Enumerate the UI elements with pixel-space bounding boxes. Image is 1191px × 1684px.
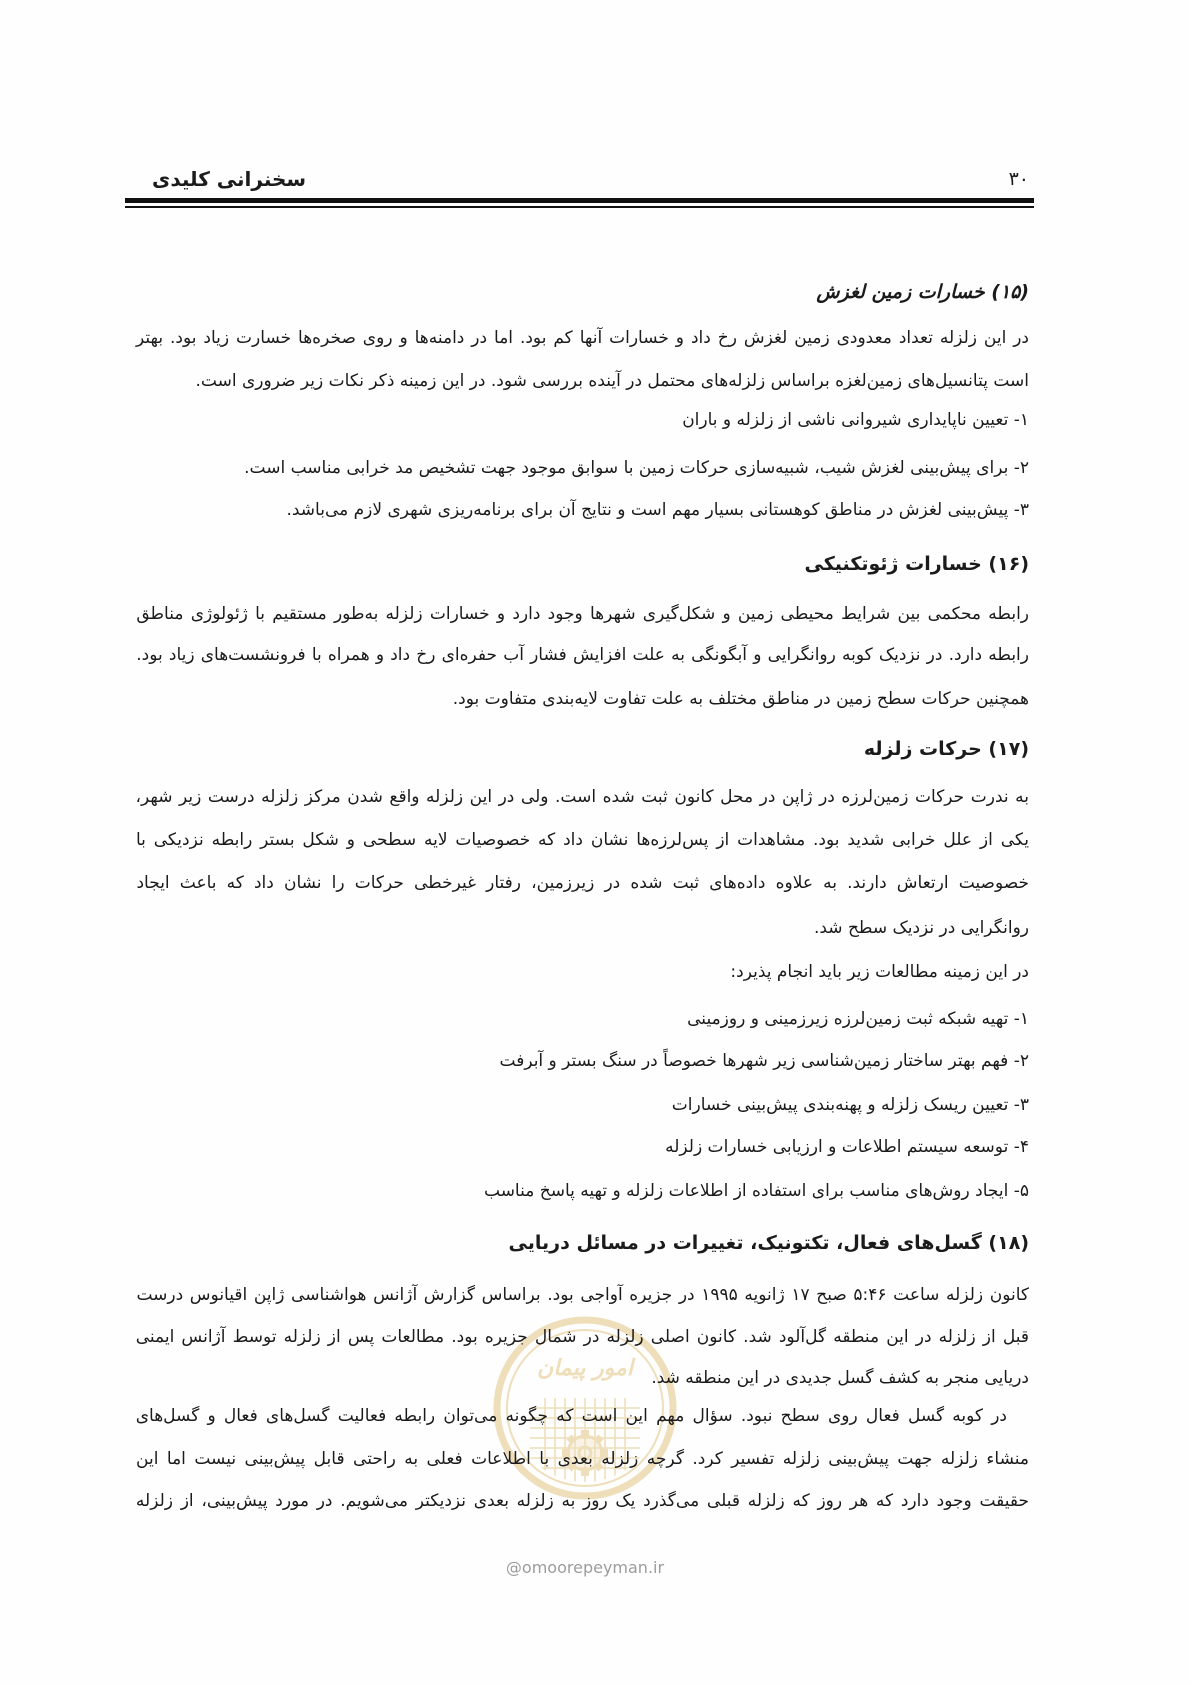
paragraph-line bbox=[134, 825, 1029, 855]
list-item bbox=[134, 1004, 1029, 1034]
list-intro bbox=[134, 957, 1029, 987]
list-item-text: ۱- تعیین ناپایداری شیروانی ناشی از زلزله و باران bbox=[682, 410, 1029, 430]
paragraph-line bbox=[134, 1401, 1029, 1431]
paragraph-line bbox=[134, 1322, 1029, 1352]
list-item-text: ۲- برای پیش‌بینی لغزش شیب، شبیه‌سازی حرکات زمین با سوابق موجود جهت تشخیص مد خرابی مناسب است. bbox=[244, 458, 1029, 478]
paragraph-line bbox=[134, 1280, 1029, 1310]
list-item-text: ۴- توسعه سیستم اطلاعات و ارزیابی خسارات زلزله bbox=[665, 1137, 1029, 1157]
paragraph-line-text: در کوبه گسل فعال روی سطح نبود. سؤال مهم این است که چگونه می‌توان رابطه فعالیت گسل‌های فعال و گسل‌های bbox=[135, 1406, 1007, 1426]
paragraph-line-text: روانگرایی در نزدیک سطح شد. bbox=[813, 918, 1029, 938]
paragraph-line-text: رابطه محکمی بین شرایط محیطی زمین و شکل‌گیری شهرها وجود دارد و خسارات زلزله به‌طور مستقیم با ژئولوژی مناطق bbox=[136, 604, 1029, 624]
list-item-text: ۱- تهیه شبکه ثبت زمین‌لرزه زیرزمینی و روزمینی bbox=[687, 1009, 1029, 1029]
list-item bbox=[134, 1132, 1029, 1162]
paragraph-line-text: حقیقت وجود دارد که هر روز که زلزله قبلی می‌گذرد یک روز به زلزله بعدی نزدیکتر می‌شویم. در مورد پیش‌بینی، از زلزله bbox=[135, 1491, 1029, 1511]
paragraph-line bbox=[134, 913, 1029, 943]
header-rule-thick bbox=[125, 198, 1034, 203]
paragraph-line bbox=[134, 599, 1029, 629]
list-item-text: ۳- پیش‌بینی لغزش در مناطق کوهستانی بسیار مهم است و نتایج آن برای برنامه‌ریزی شهری لازم می‌باشد. bbox=[286, 500, 1029, 520]
paragraph-line-text: قبل از زلزله در این منطقه گل‌آلود شد. کانون اصلی زلزله در شمال جزیره بود. مطالعات پس از زلزله توسط آژانس ایمنی bbox=[135, 1327, 1029, 1347]
running-title: سخنرانی کلیدی bbox=[152, 167, 307, 191]
paragraph-line-text: یکی از علل خرابی شدید بود. مشاهدات از پس‌لرزه‌ها نشان داد که خصوصیات لایه سطحی و شکل بستر رابطه نزدیکی با bbox=[135, 830, 1029, 850]
section-heading-18 bbox=[134, 1228, 1029, 1258]
paragraph-line bbox=[134, 1444, 1029, 1474]
paragraph-line-text: رابطه دارد. در نزدیک کوبه روانگرایی و آبگونگی به علت افزایش فشار آب حفره‌ای رخ داد و همراه با فرونشست‌های زیاد بود. bbox=[136, 645, 1029, 665]
header-rule-thin bbox=[125, 206, 1034, 208]
list-item-text: ۵- ایجاد روش‌های مناسب برای استفاده از اطلاعات زلزله و تهیه پاسخ مناسب bbox=[484, 1181, 1029, 1201]
section-heading-text: (۱۸) گسل‌های فعال، تکتونیک، تغییرات در مسائل دریایی bbox=[508, 1232, 1029, 1254]
section-heading-text: (۱۵) خسارات زمین لغزش bbox=[816, 281, 1029, 303]
list-item bbox=[134, 1090, 1029, 1120]
list-item bbox=[134, 1176, 1029, 1206]
paragraph-line-text: دریایی منجر به کشف گسل جدیدی در این منطقه شد. bbox=[651, 1368, 1029, 1388]
paragraph-line bbox=[134, 1363, 1029, 1393]
page-number: ۳۰ bbox=[1008, 168, 1029, 190]
paragraph-line bbox=[134, 640, 1029, 670]
section-heading-15 bbox=[134, 277, 1029, 307]
paragraph-line bbox=[134, 366, 1029, 396]
paragraph-line bbox=[134, 782, 1029, 812]
paragraph-line-text: است پتانسیل‌های زمین‌لغزه براساس زلزله‌های محتمل در آینده بررسی شود. در این زمینه ذکر نکات زیر ضروری است. bbox=[195, 371, 1029, 391]
list-item bbox=[134, 453, 1029, 483]
list-item bbox=[134, 405, 1029, 435]
list-item bbox=[134, 1046, 1029, 1076]
section-heading-text: (۱۷) حرکات زلزله bbox=[863, 738, 1029, 760]
paragraph-line-text: همچنین حرکات سطح زمین در مناطق مختلف به علت تفاوت لایه‌بندی متفاوت بود. bbox=[452, 689, 1029, 709]
paragraph-line bbox=[134, 684, 1029, 714]
list-intro-text: در این زمینه مطالعات زیر باید انجام پذیرد: bbox=[730, 962, 1029, 982]
paragraph-line-text: منشاء زلزله جهت پیش‌بینی زلزله تفسیر کرد. گرچه زلزله بعدی با اطلاعات فعلی به راحتی قابل پیش‌بینی نیست اما این bbox=[136, 1449, 1029, 1469]
list-item bbox=[134, 495, 1029, 525]
list-item-text: ۲- فهم بهتر ساختار زمین‌شناسی زیر شهرها خصوصاً در سنگ بستر و آبرفت bbox=[499, 1051, 1029, 1071]
section-heading-17 bbox=[134, 734, 1029, 764]
watermark-logo-text: امور پیمان bbox=[537, 1356, 633, 1381]
paragraph-line bbox=[134, 868, 1029, 898]
paragraph-line bbox=[134, 1486, 1029, 1516]
paragraph-line-text: خصوصیت ارتعاش دارند. به علاوه داده‌های ثبت شده در زیرزمین، رفتار غیرخطی حرکات را نشان داد که باعث ایجاد bbox=[136, 873, 1029, 893]
watermark-site: @omoorepeyman.ir bbox=[505, 1558, 665, 1577]
paragraph-line-text: کانون زلزله ساعت ۵:۴۶ صبح ۱۷ ژانویه ۱۹۹۵ در جزیره آواجی بود. براساس گزارش آژانس هواشناسی ژاپن اقیانوس درست bbox=[136, 1285, 1029, 1305]
paragraph-line-text: در این زلزله تعداد معدودی زمین لغزش رخ داد و خسارات آنها کم بود. اما در دامنه‌ها و روی صخره‌ها خسارت زیاد بود. بهتر bbox=[136, 328, 1029, 348]
section-heading-text: (۱۶) خسارات ژئوتکنیکی bbox=[804, 553, 1029, 575]
list-item-text: ۳- تعیین ریسک زلزله و پهنه‌بندی پیش‌بینی خسارات bbox=[671, 1095, 1029, 1115]
paragraph-line bbox=[134, 323, 1029, 353]
paragraph-line-text: به ندرت حرکات زمین‌لرزه در ژاپن در محل کانون ثبت شده است. ولی در این زلزله واقع شدن مرکز زلزله درست زیر شهر، bbox=[135, 787, 1029, 807]
section-heading-16 bbox=[134, 549, 1029, 579]
